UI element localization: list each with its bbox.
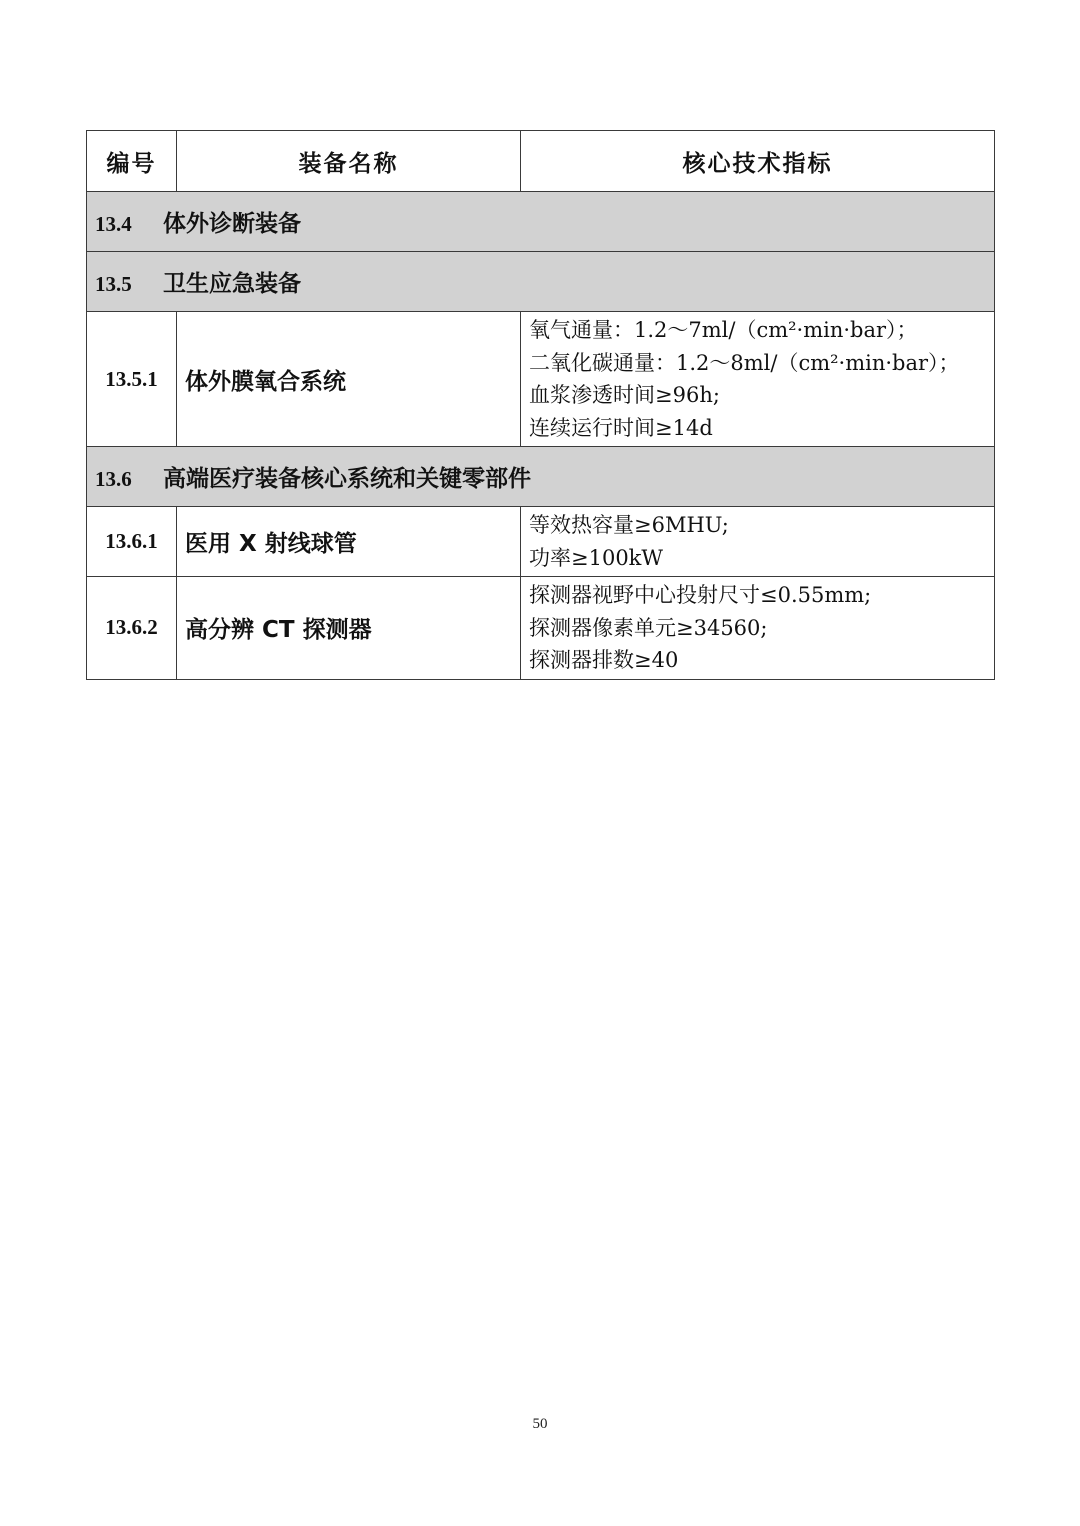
section-row [87,252,995,312]
section-title: 高端医疗装备核心系统和关键零部件 [163,466,531,492]
section-title: 体外诊断装备 [163,211,301,237]
spec-line: 二氧化碳通量：1.2～8ml/（cm²·min·bar）； [529,350,960,375]
section-row [87,447,995,507]
spec-line: 等效热容量≥6MHU; [529,513,729,537]
section-number: 13.4 [95,212,132,236]
item-name: 医用 X 射线球管 [177,507,521,577]
page-number: 50 [532,1416,548,1432]
header-name: 装备名称 [177,131,521,192]
section-row [87,192,995,252]
item-spec [521,577,995,680]
equipment-table [86,130,995,680]
spec-line: 探测器像素单元≥34560; [529,615,768,640]
item-spec [521,312,995,447]
section-title: 卫生应急装备 [163,271,301,297]
spec-line: 连续运行时间≥14d [529,415,713,440]
table-row [87,507,995,577]
item-name: 高分辨 CT 探测器 [177,577,521,680]
spec-line: 功率≥100kW [529,545,663,570]
spec-line: 探测器视野中心投射尺寸≤0.55mm; [529,583,872,607]
table-row [87,577,995,680]
table-row [87,312,995,447]
section-number: 13.6 [95,467,132,491]
item-name: 体外膜氧合系统 [177,312,521,447]
header-id: 编号 [87,131,177,192]
item-id: 13.5.1 [87,312,177,447]
section-number: 13.5 [95,272,132,296]
spec-line: 氧气通量：1.2～7ml/（cm²·min·bar）； [529,318,918,342]
header-spec: 核心技术指标 [521,131,995,192]
spec-line: 探测器排数≥40 [529,648,679,672]
table-header-row [87,131,995,192]
spec-line: 血浆渗透时间≥96h; [529,383,720,407]
item-id: 13.6.2 [87,577,177,680]
item-spec [521,507,995,577]
item-id: 13.6.1 [87,507,177,577]
